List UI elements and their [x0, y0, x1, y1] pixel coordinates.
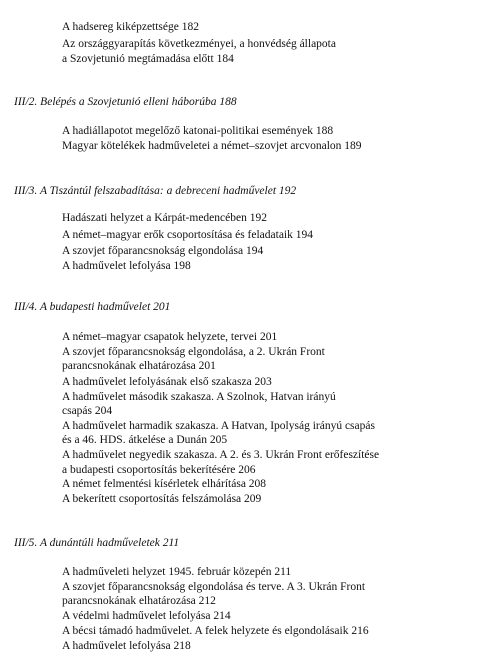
toc-entry: A német–magyar csapatok helyzete, tervei 201 [62, 331, 278, 343]
toc-entry: A hadiállapotot megelőző katonai-politikai események 188 [62, 125, 334, 137]
toc-entry: A bekerített csoportosítás felszámolása 209 [62, 493, 262, 505]
toc-entry: és a 46. HDS. átkelése a Dunán 205 [62, 434, 228, 446]
toc-entry: parancsnokának elhatározása 201 [62, 360, 216, 372]
toc-entry: Az országgyarapítás következményei, a honvédség állapota [62, 38, 336, 50]
toc-entry: parancsnokának elhatározása 212 [62, 595, 216, 607]
section-title: III/5. A dunántúli hadműveletek 211 [14, 537, 180, 549]
section-title: III/3. A Tiszántúl felszabadítása: a debreceni hadművelet 192 [14, 185, 297, 197]
section-title: III/2. Belépés a Szovjetunió elleni háborúba 188 [14, 96, 237, 108]
toc-entry: A hadművelet második szakasza. A Szolnok, Hatvan irányú [62, 391, 336, 403]
toc-entry: A bécsi támadó hadművelet. A felek helyzete és elgondolásaik 216 [62, 625, 369, 637]
toc-entry: Magyar kötelékek hadműveletei a német–szovjet arcvonalon 189 [62, 140, 362, 152]
toc-entry: A szovjet főparancsnokság elgondolása 194 [62, 245, 264, 257]
toc-entry: A hadművelet negyedik szakasza. A 2. és 3. Ukrán Front erőfeszítése [62, 449, 380, 461]
toc-entry: A hadművelet lefolyása 218 [62, 640, 191, 652]
toc-entry: a Szovjetunió megtámadása előtt 184 [62, 53, 234, 65]
toc-entry: A védelmi hadművelet lefolyása 214 [62, 610, 231, 622]
toc-entry: Hadászati helyzet a Kárpát-medencében 192 [62, 212, 267, 224]
toc-entry: A hadsereg kiképzettsége 182 [62, 21, 199, 33]
toc-entry: csapás 204 [62, 405, 113, 417]
toc-entry: a budapesti csoportosítás bekerítésére 206 [62, 464, 256, 476]
toc-entry: A hadművelet lefolyása 198 [62, 260, 191, 272]
toc-entry: A szovjet főparancsnokság elgondolása és terve. A 3. Ukrán Front [62, 581, 366, 593]
toc-entry: A szovjet főparancsnokság elgondolása, a 2. Ukrán Front [62, 346, 325, 358]
toc-entry: A hadművelet harmadik szakasza. A Hatvan, Ipolyság irányú csapás [62, 420, 375, 432]
toc-entry: A hadművelet lefolyásának első szakasza 203 [62, 376, 272, 388]
toc-entry: A hadműveleti helyzet 1945. február közepén 211 [62, 566, 292, 578]
toc-entry: A német–magyar erők csoportosítása és feladataik 194 [62, 229, 314, 241]
toc-entry: A német felmentési kísérletek elhárítása 208 [62, 478, 267, 490]
section-title: III/4. A budapesti hadművelet 201 [14, 301, 171, 313]
